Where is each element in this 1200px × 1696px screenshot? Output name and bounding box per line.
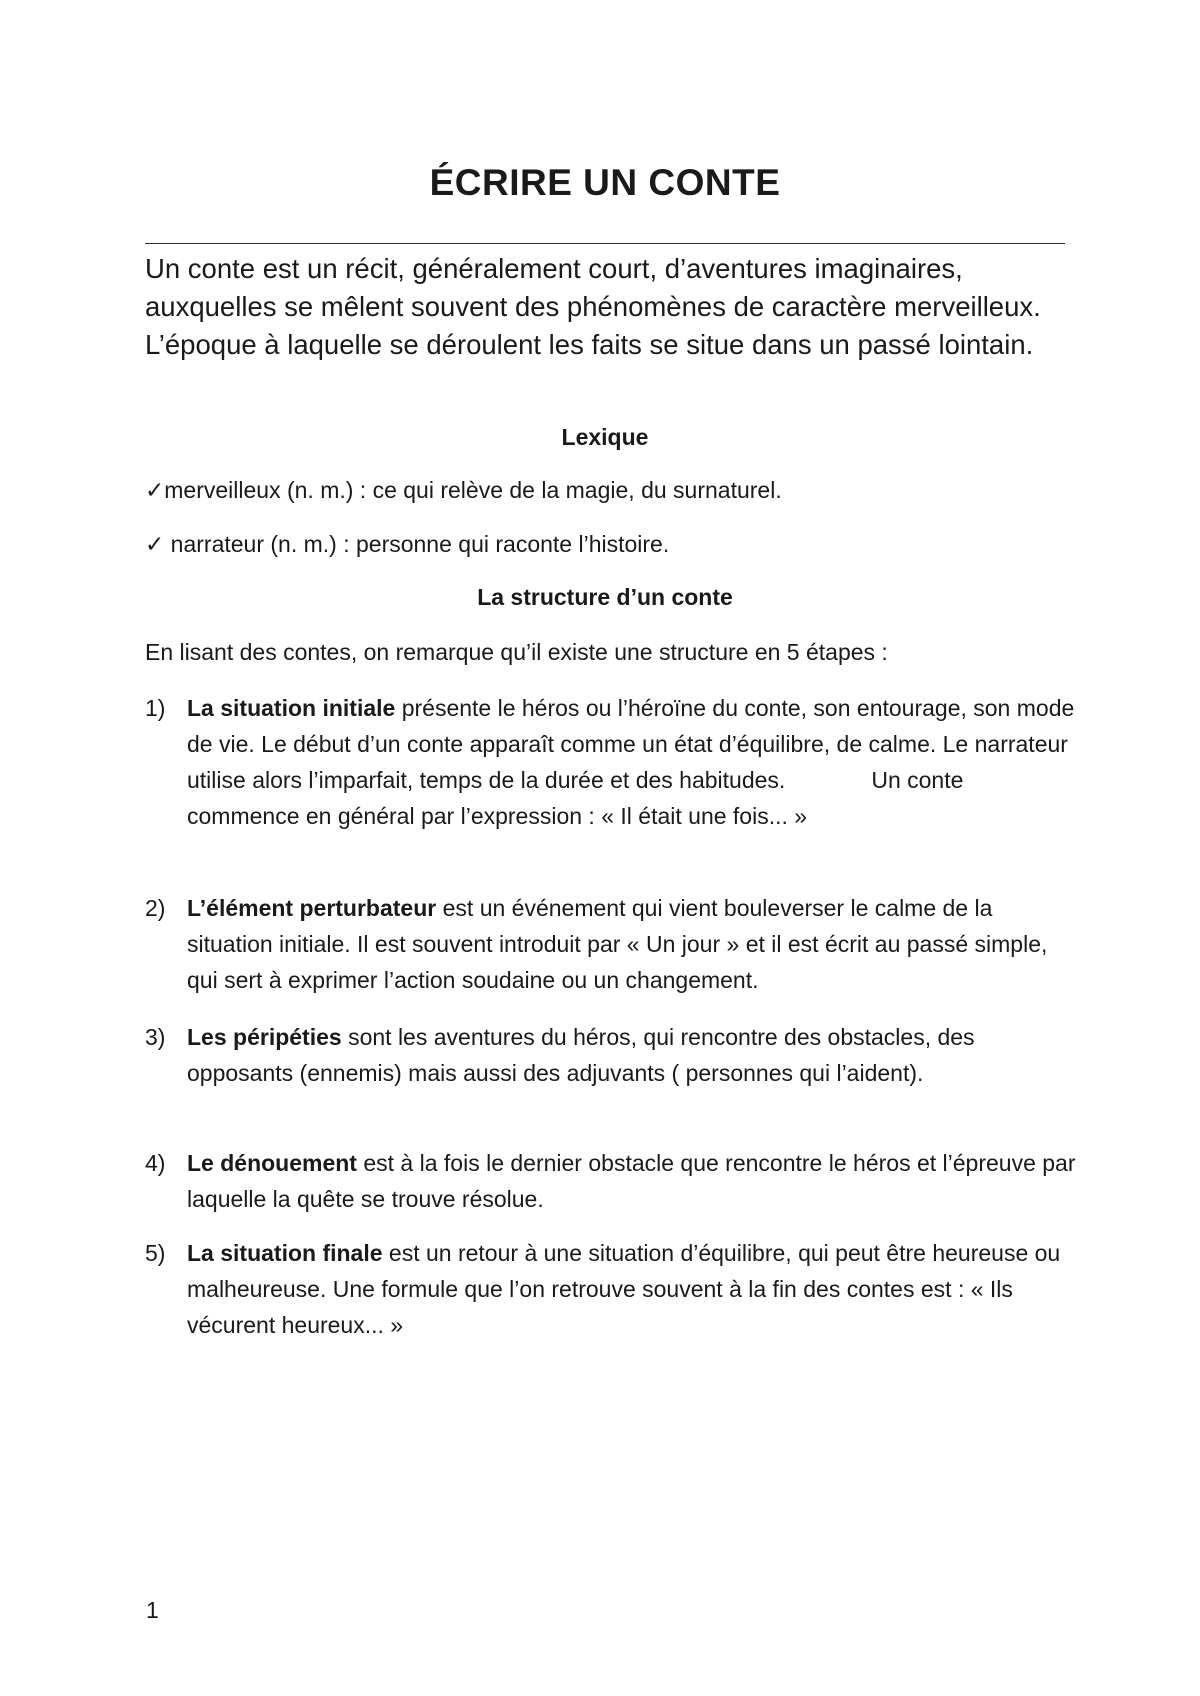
step-number: 3) [145, 1024, 166, 1050]
step-text [187, 890, 1082, 998]
step-term: La situation finale [187, 1240, 383, 1266]
step-text [187, 1145, 1082, 1217]
step-description: présente le héros ou l’héroïne du conte, son entourage, son mode de vie. Le début d’un conte apparaît comme un état d’équilibre, de calme. Le narrateur utilise alors l’imparfait, temps de la durée et des habitudes. [187, 695, 1075, 793]
step-text [187, 690, 1082, 834]
step-text [187, 1235, 1082, 1343]
lexique-entry: ✓merveilleux (n. m.) : ce qui relève de la magie, du surnaturel. [145, 477, 782, 503]
step-term: L’élément perturbateur [187, 895, 437, 921]
step-description: est un retour à une situation d’équilibre, qui peut être heureuse ou malheureuse. Une formule que l’on retrouve souvent à la fin des contes est : « Ils vécurent heureux... » [187, 1240, 1061, 1338]
page-number: 1 [146, 1597, 159, 1623]
step-number: 2) [145, 895, 166, 921]
step-number: 5) [145, 1240, 166, 1266]
intro-paragraph: Un conte est un récit, généralement court, d’aventures imaginaires, auxquelles se mêlent souvent des phénomènes de caractère merveilleux. L’époque à laquelle se déroulent les faits se situe dans un passé lointain. [145, 253, 1041, 360]
step-description: est un événement qui vient bouleverser le calme de la situation initiale. Il est souvent introduit par « Un jour » et il est écrit au passé simple, qui sert à exprimer l’action soudaine ou un changement. [187, 895, 1048, 993]
structure-heading: La structure d’un conte [477, 584, 733, 610]
step-description: est à la fois le dernier obstacle que rencontre le héros et l’épreuve par laquelle la quête se trouve résolue. [187, 1150, 1076, 1212]
title-divider [145, 243, 1065, 244]
step-term: Les péripéties [187, 1024, 342, 1050]
lexique-heading: Lexique [561, 424, 649, 450]
step-text [187, 1019, 1082, 1091]
page-title: ÉCRIRE UN CONTE [429, 162, 781, 203]
step-number: 1) [145, 695, 166, 721]
step-number: 4) [145, 1150, 166, 1176]
structure-lead: En lisant des contes, on remarque qu’il existe une structure en 5 étapes : [145, 639, 888, 665]
step-term: Le dénouement [187, 1150, 357, 1176]
step-description-continued: Un conte commence en général par l’expression : « Il était une fois... » [187, 767, 964, 829]
step-term: La situation initiale [187, 695, 396, 721]
step-description: sont les aventures du héros, qui rencontre des obstacles, des opposants (ennemis) mais aussi des adjuvants ( personnes qui l’aident). [187, 1024, 975, 1086]
lexique-entry: ✓ narrateur (n. m.) : personne qui raconte l’histoire. [145, 531, 670, 557]
